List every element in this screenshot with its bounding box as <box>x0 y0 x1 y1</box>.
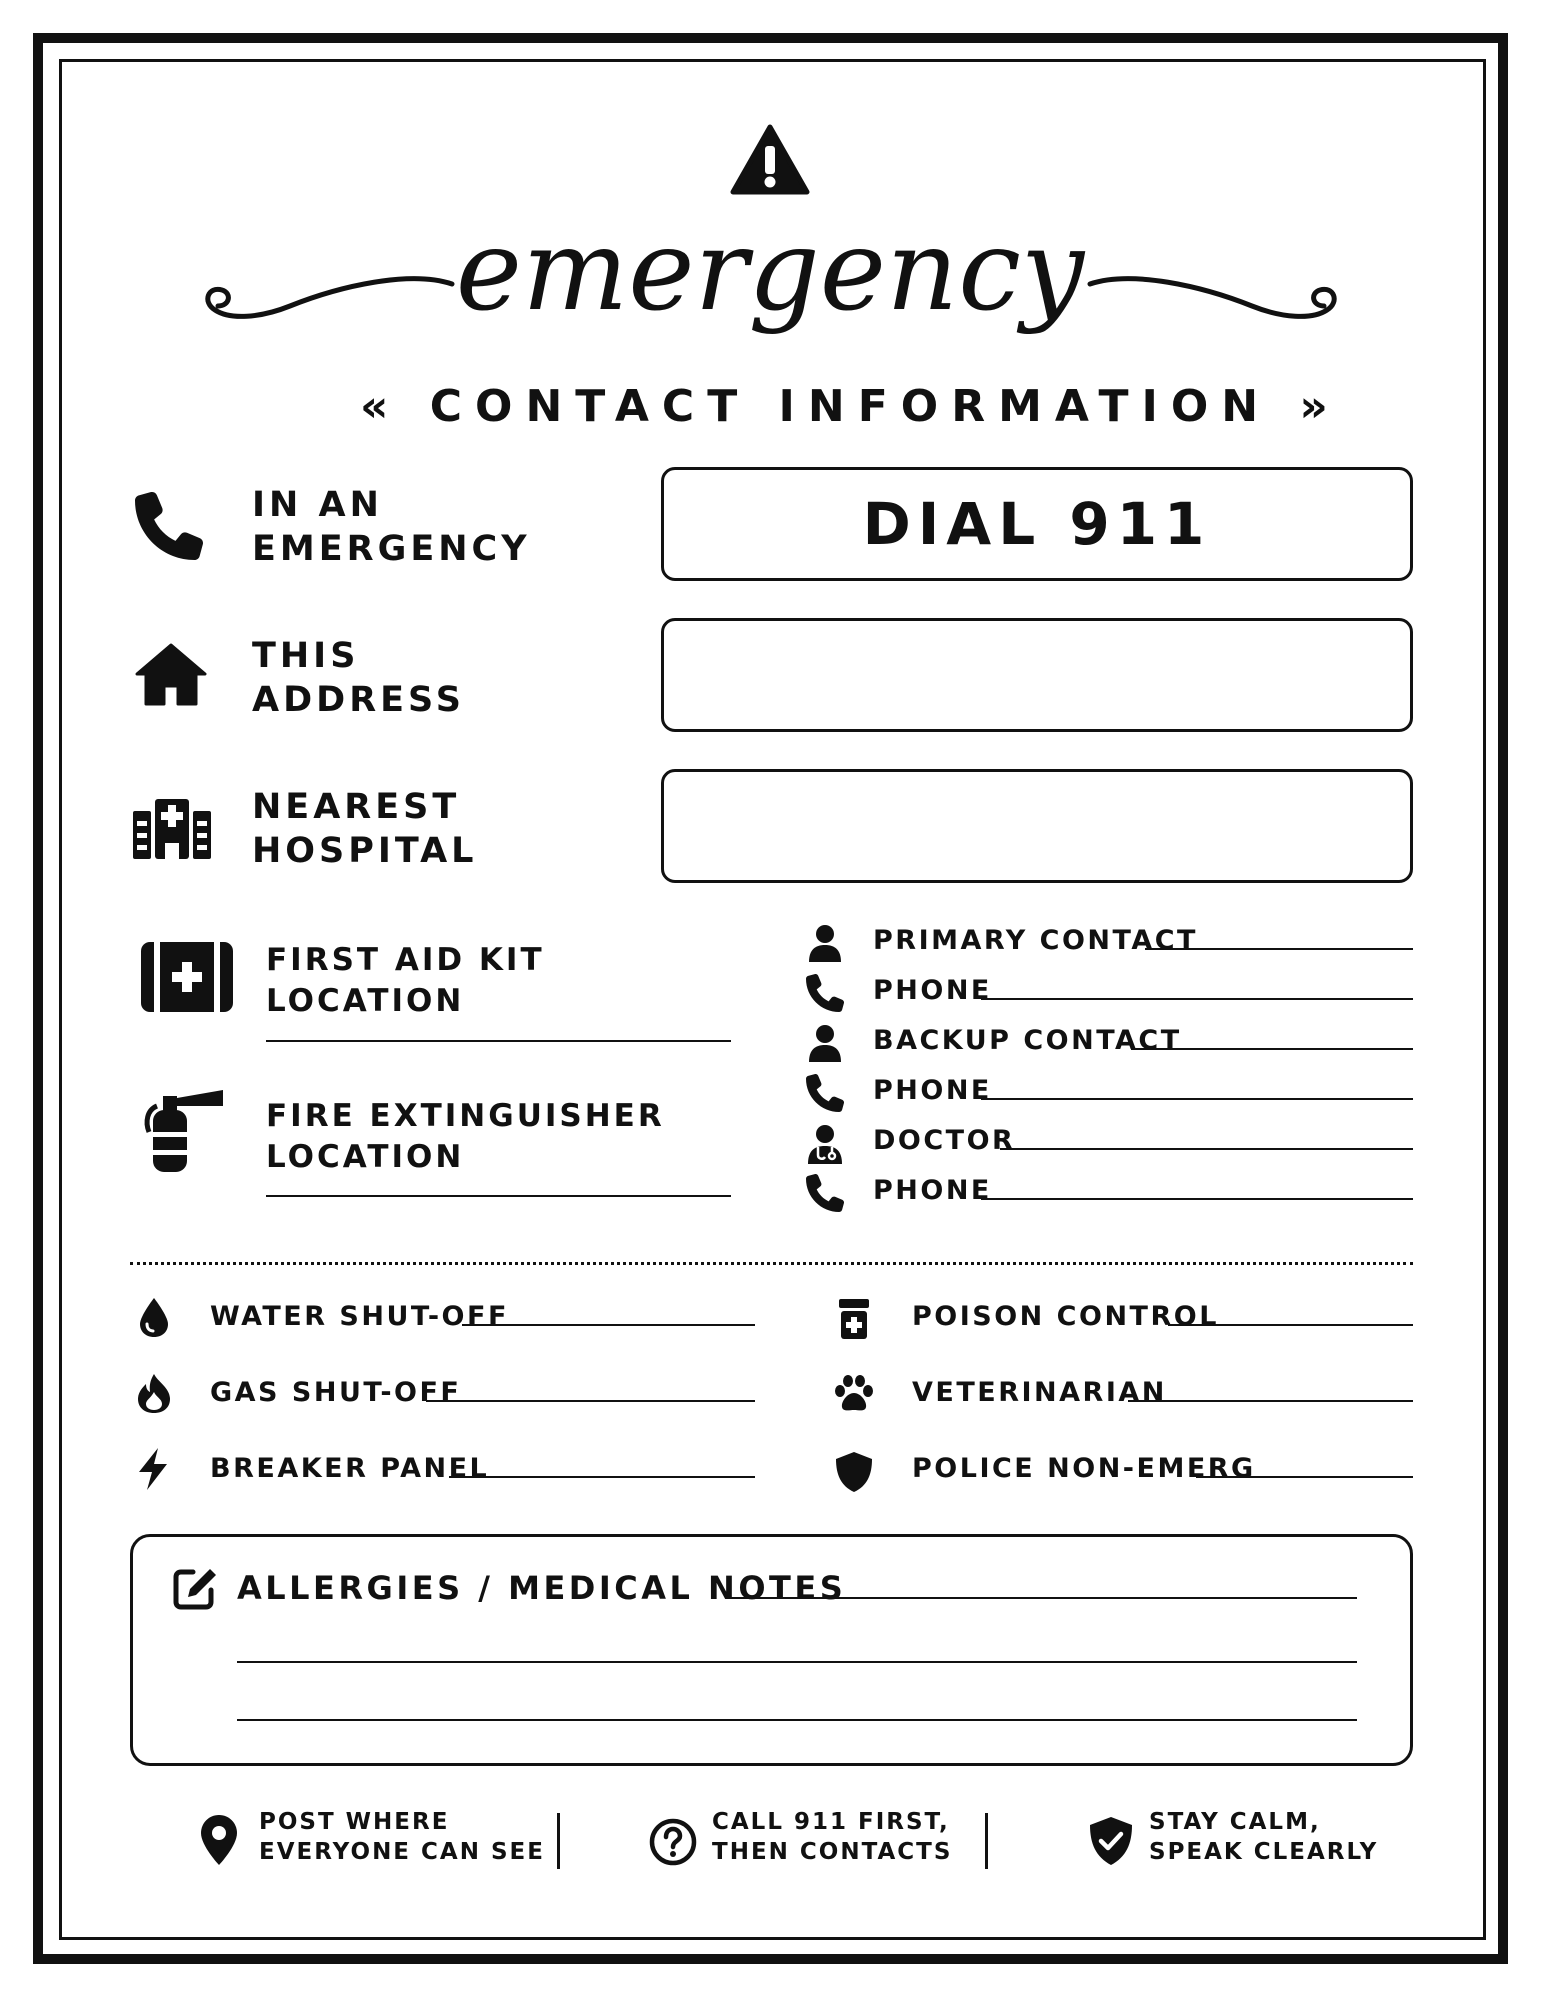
house-icon <box>134 642 208 706</box>
phone-icon <box>806 1174 844 1212</box>
veterinarian-label: VETERINARIAN <box>912 1377 1167 1408</box>
hospital-label-line2: HOSPITAL <box>252 831 478 871</box>
person-icon <box>807 1024 843 1062</box>
section-divider <box>130 1262 1413 1265</box>
address-label <box>252 634 465 722</box>
water-shutoff-line[interactable] <box>462 1324 755 1326</box>
first-aid-label-line2: LOCATION <box>266 983 465 1019</box>
police-label: POLICE NON-EMERG <box>912 1453 1256 1484</box>
footer-tip-call-line1: CALL 911 FIRST, <box>712 1809 950 1835</box>
dial-911-box <box>661 467 1413 581</box>
doctor-phone-line[interactable] <box>981 1198 1413 1200</box>
medicine-bottle-icon <box>838 1298 870 1340</box>
fire-extinguisher-icon <box>143 1088 229 1172</box>
footer-separator <box>557 1813 560 1869</box>
question-circle-icon <box>649 1818 697 1866</box>
water-drop-icon <box>138 1296 170 1338</box>
warning-triangle-icon <box>730 124 810 196</box>
backup-contact-label: BACKUP CONTACT <box>873 1025 1182 1056</box>
emergency-label-line1: IN AN <box>252 485 383 525</box>
hospital-icon <box>133 795 211 859</box>
doctor-label: DOCTOR <box>873 1125 1016 1156</box>
backup-contact-line[interactable] <box>1131 1048 1413 1050</box>
page-subtitle: « CONTACT INFORMATION » <box>360 381 1341 432</box>
backup-phone-label: PHONE <box>873 1075 992 1106</box>
hospital-value <box>664 772 1410 880</box>
doctor-line[interactable] <box>1000 1148 1413 1150</box>
doctor-phone-label: PHONE <box>873 1175 992 1206</box>
footer-tip-calm <box>1149 1807 1378 1867</box>
footer-tip-calm-line1: STAY CALM, <box>1149 1809 1321 1835</box>
hospital-label <box>252 785 477 873</box>
address-value <box>664 621 1410 729</box>
left-flourish <box>190 268 460 328</box>
veterinarian-line[interactable] <box>1128 1400 1413 1402</box>
primary-phone-label: PHONE <box>873 975 992 1006</box>
footer-tip-call-line2: THEN CONTACTS <box>712 1839 953 1865</box>
address-input-box[interactable] <box>661 618 1413 732</box>
police-line[interactable] <box>1196 1476 1413 1478</box>
footer-tip-post-line1: POST WHERE <box>259 1809 450 1835</box>
footer-tip-calm-line2: SPEAK CLEARLY <box>1149 1839 1379 1865</box>
medical-notes-label: ALLERGIES / MEDICAL NOTES <box>237 1569 847 1607</box>
phone-icon <box>135 492 203 560</box>
flame-icon <box>134 1372 174 1414</box>
breaker-panel-label: BREAKER PANEL <box>210 1453 490 1484</box>
footer-tip-post <box>259 1807 545 1867</box>
phone-icon <box>806 974 844 1012</box>
medical-notes-line-2[interactable] <box>237 1661 1357 1663</box>
shield-icon <box>834 1451 874 1493</box>
doctor-icon <box>806 1124 844 1164</box>
primary-contact-label: PRIMARY CONTACT <box>873 925 1198 956</box>
first-aid-location-line[interactable] <box>266 1040 731 1042</box>
phone-icon <box>806 1074 844 1112</box>
first-aid-label <box>266 940 545 1022</box>
right-flourish <box>1082 268 1352 328</box>
extinguisher-label <box>266 1096 665 1178</box>
lightning-bolt-icon <box>136 1447 170 1491</box>
extinguisher-label-line2: LOCATION <box>266 1139 465 1175</box>
footer-tip-post-line2: EVERYONE CAN SEE <box>259 1839 545 1865</box>
first-aid-label-line1: FIRST AID KIT <box>266 942 545 978</box>
medical-notes-line-3[interactable] <box>237 1719 1357 1721</box>
shield-check-icon <box>1088 1816 1134 1866</box>
edit-icon <box>173 1566 219 1610</box>
medical-notes-line-1[interactable] <box>731 1597 1357 1599</box>
breaker-panel-line[interactable] <box>449 1476 755 1478</box>
poison-control-label: POISON CONTROL <box>912 1301 1219 1332</box>
person-icon <box>807 924 843 962</box>
page-title: emergency <box>455 206 1085 336</box>
hospital-input-box[interactable] <box>661 769 1413 883</box>
footer-tip-call <box>712 1807 952 1867</box>
emergency-label-line2: EMERGENCY <box>252 529 531 569</box>
address-label-line1: THIS <box>252 636 360 676</box>
extinguisher-label-line1: FIRE EXTINGUISHER <box>266 1098 665 1134</box>
paw-icon <box>833 1375 875 1413</box>
footer-separator <box>985 1813 988 1869</box>
primary-contact-line[interactable] <box>1145 948 1413 950</box>
water-shutoff-label: WATER SHUT-OFF <box>210 1301 509 1332</box>
gas-shutoff-line[interactable] <box>426 1400 755 1402</box>
emergency-label <box>252 483 531 571</box>
map-pin-icon <box>200 1814 238 1866</box>
backup-phone-line[interactable] <box>981 1098 1413 1100</box>
primary-phone-line[interactable] <box>981 998 1413 1000</box>
dial-911-text: DIAL 911 <box>862 490 1212 558</box>
address-label-line2: ADDRESS <box>252 680 465 720</box>
gas-shutoff-label: GAS SHUT-OFF <box>210 1377 462 1408</box>
extinguisher-location-line[interactable] <box>266 1195 731 1197</box>
hospital-label-line1: NEAREST <box>252 787 461 827</box>
first-aid-kit-icon <box>139 938 235 1014</box>
poison-control-line[interactable] <box>1168 1324 1413 1326</box>
